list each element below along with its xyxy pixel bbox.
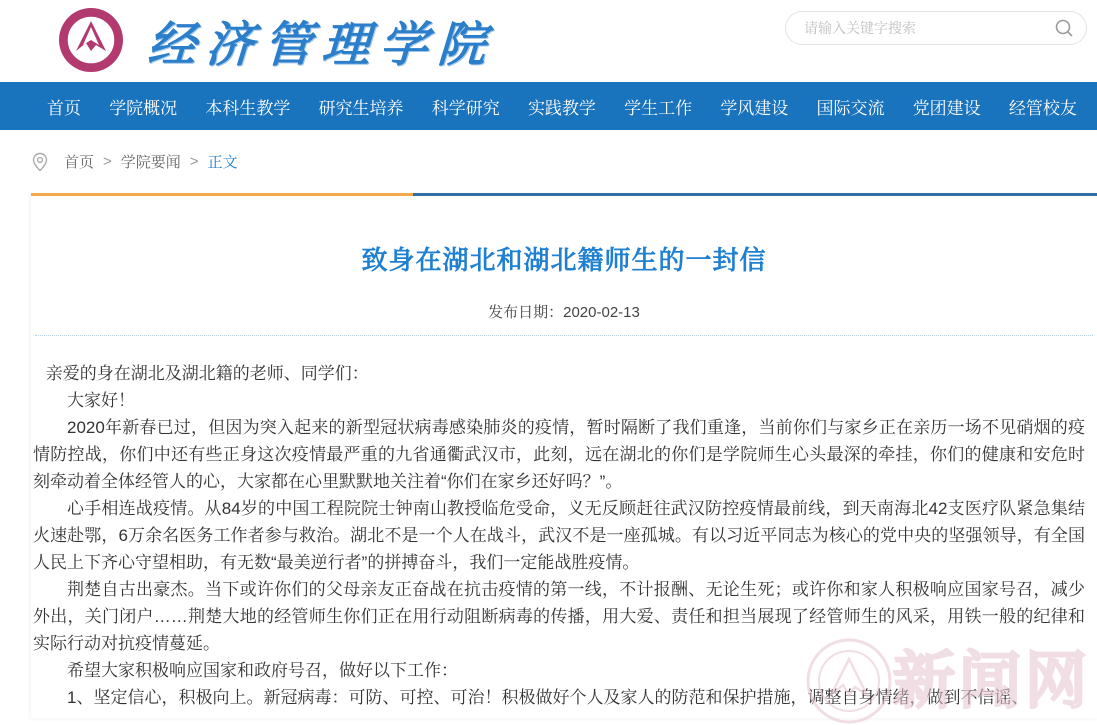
accent-orange-segment <box>31 193 413 196</box>
article-paragraph: 2020年新春已过，但因为突入起来的新型冠状病毒感染肺炎的疫情，暂时隔断了我们重逢，当前你们与家乡正在亲历一场不见硝烟的疫情防控战，你们中还有些正身这次疫情最严重的九省通衢武汉市，此刻，远在湖北的你们是学院师生心头最深的牵挂，你们的健康和安危时刻牵动着全体经管人的心，大家都在心里默默地关注着“你们在家乡还好吗？”。 <box>33 418 1085 491</box>
article-date: 发布日期：2020-02-13 <box>488 304 640 321</box>
breadcrumb-current: 正文 <box>207 154 238 171</box>
breadcrumb <box>0 130 1097 193</box>
accent-blue-segment <box>413 193 1097 196</box>
main-nav <box>0 82 1097 130</box>
nav-item-party-league[interactable]: 党团建设 <box>912 98 981 118</box>
university-emblem-logo <box>58 7 124 73</box>
nav-item-undergraduate[interactable]: 本科生教学 <box>205 98 291 118</box>
nav-item-student-affairs[interactable]: 学生工作 <box>624 98 693 118</box>
article-content-panel <box>31 193 1097 718</box>
article-title: 致身在湖北和湖北籍师生的一封信 <box>361 245 767 275</box>
article-paragraph: 荆楚自古出豪杰。当下或许你们的父母亲友正奋战在抗击疫情的第一线，不计报酬、无论生死；或许你和家人积极响应国家号召，减少外出，关门闭户……荆楚大地的经管师生你们正在用行动阻断病毒的传播，用大爱、责任和担当展现了经管师生的风采，用铁一般的纪律和实际行动对抗疫情蔓延。 <box>33 580 1085 653</box>
search-icon[interactable] <box>1054 18 1074 38</box>
location-pin-icon <box>30 152 50 172</box>
article-paragraph: 大家好！ <box>67 391 135 410</box>
nav-item-study-style[interactable]: 学风建设 <box>720 98 789 118</box>
site-title: 经济管理学院 <box>146 19 498 72</box>
article-body <box>31 336 1097 711</box>
nav-item-alumni[interactable]: 经管校友 <box>1008 98 1077 118</box>
nav-item-research[interactable]: 科学研究 <box>431 98 500 118</box>
breadcrumb-separator: > <box>189 153 199 170</box>
nav-item-overview[interactable]: 学院概况 <box>109 98 178 118</box>
breadcrumb-home[interactable]: 首页 <box>64 154 95 171</box>
breadcrumb-news[interactable]: 学院要闻 <box>120 154 181 171</box>
search-input[interactable] <box>804 20 1054 36</box>
article-paragraph: 1、坚定信心，积极向上。新冠病毒：可防、可控、可治！积极做好个人及家人的防范和保护措施，调整自身情绪，做到不信谣、 <box>67 688 1029 707</box>
article-paragraph: 亲爱的身在湖北及湖北籍的老师、同学们： <box>45 364 369 383</box>
search-box[interactable] <box>785 11 1087 45</box>
nav-item-home[interactable]: 首页 <box>47 98 81 118</box>
nav-item-graduate[interactable]: 研究生培养 <box>318 98 404 118</box>
article-paragraph: 心手相连战疫情。从84岁的中国工程院院士钟南山教授临危受命，义无反顾赶往武汉防控疫情最前线，到天南海北42支医疗队紧急集结火速赴鄂，6万余名医务工作者参与救治。湖北不是一个人在战斗，武汉不是一座孤城。有以习近平同志为核心的党中央的坚强领导，有全国人民上下齐心守望相助，有无数“最美逆行者”的拼搏奋斗，我们一定能战胜疫情。 <box>33 499 1085 572</box>
content-top-line <box>31 193 1097 196</box>
breadcrumb-separator: > <box>103 153 112 170</box>
nav-item-international[interactable]: 国际交流 <box>816 98 885 118</box>
article-paragraph: 希望大家积极响应国家和政府号召，做好以下工作： <box>67 661 458 680</box>
site-header <box>0 0 1097 82</box>
nav-item-practice-teaching[interactable]: 实践教学 <box>527 98 596 118</box>
